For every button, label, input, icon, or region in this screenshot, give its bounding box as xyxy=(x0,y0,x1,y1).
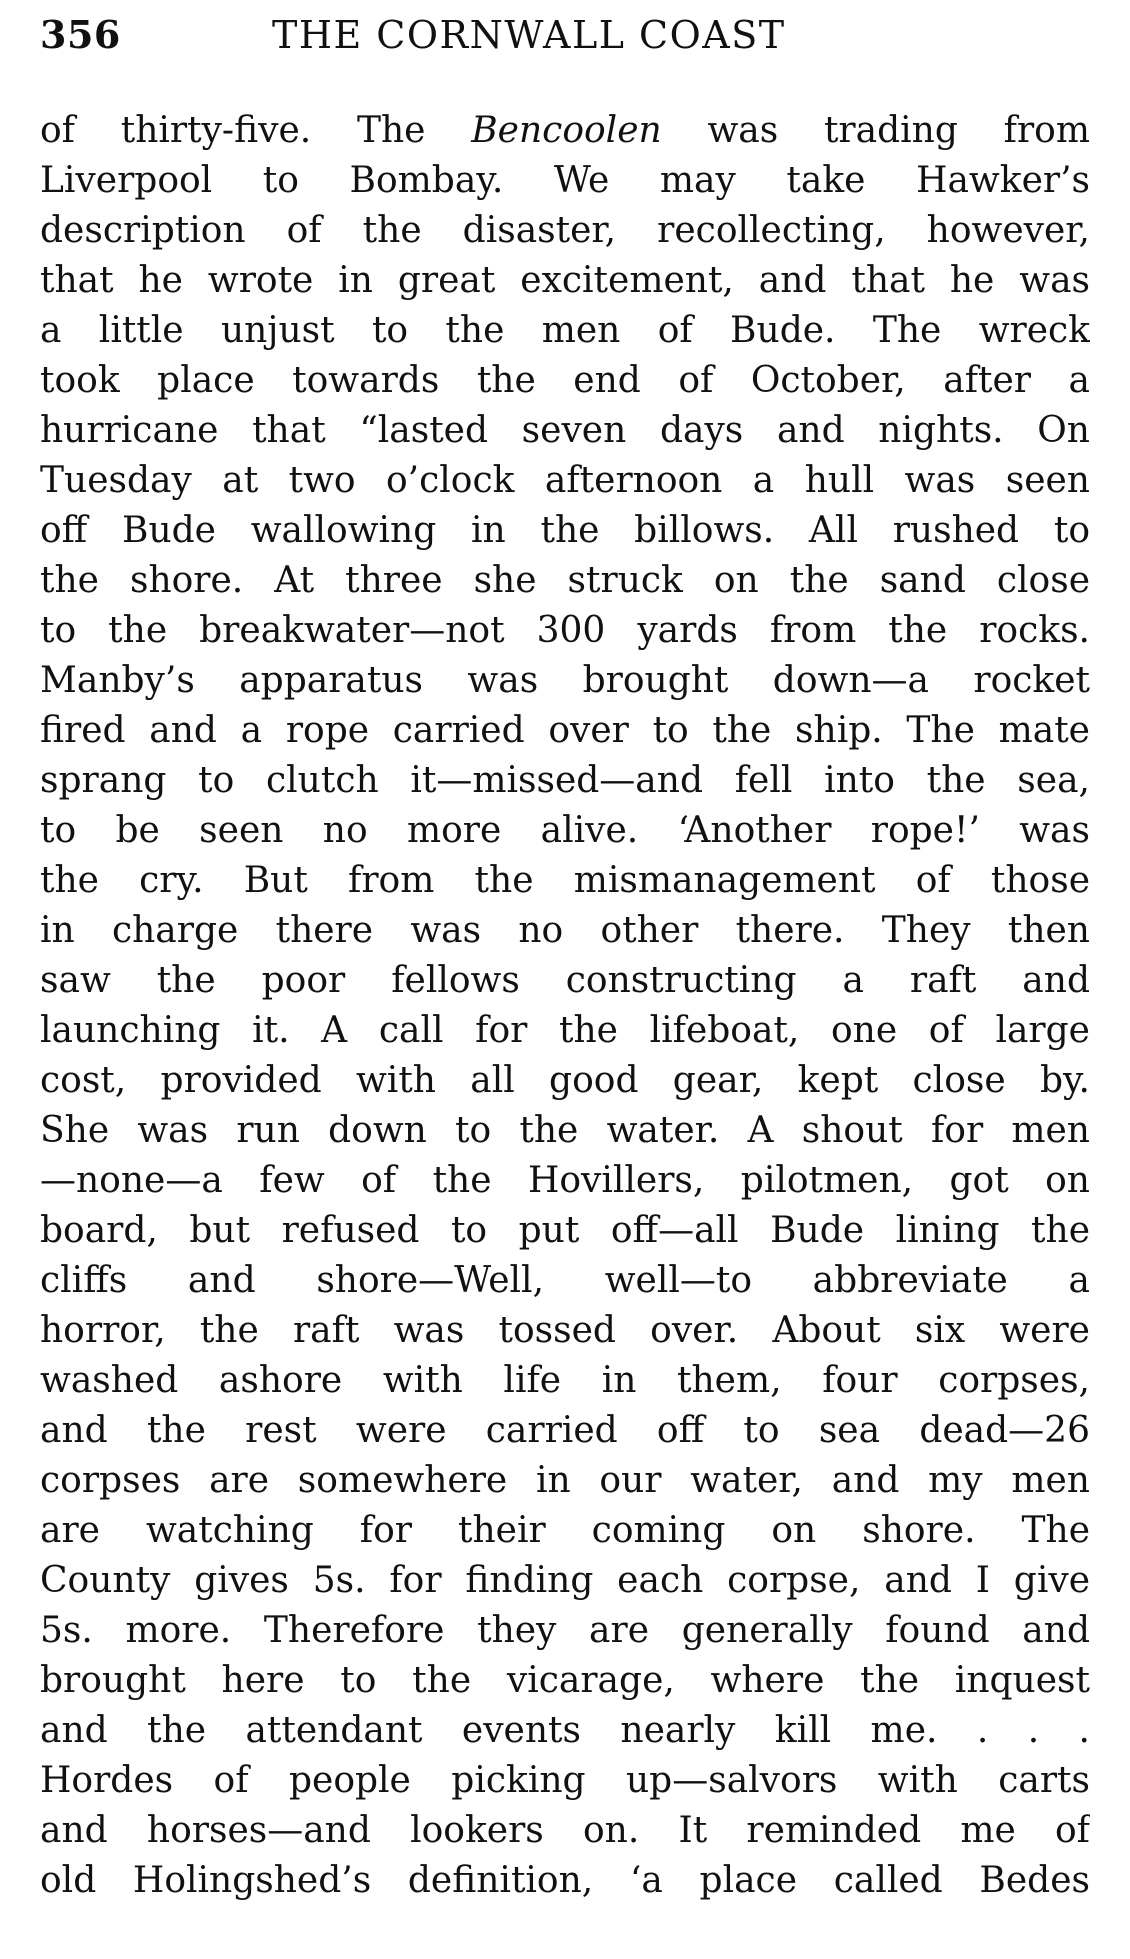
body-text xyxy=(40,106,1090,1906)
text-line: saw the poor fellows constructing a raft and xyxy=(40,960,1090,1001)
text-line: and the rest were carried off to sea dead—26 xyxy=(40,1410,1090,1451)
text-line: 5s. more. Therefore they are generally found and xyxy=(40,1610,1090,1651)
page-header xyxy=(40,10,1090,60)
text-line: Liverpool to Bombay. We may take Hawker’s xyxy=(40,160,1090,201)
text-line: off Bude wallowing in the billows. All rushed to xyxy=(40,510,1090,551)
text-line: horror, the raft was tossed over. About six were xyxy=(40,1310,1090,1351)
text-line: Hordes of people picking up—salvors with carts xyxy=(40,1760,1090,1801)
text-line: took place towards the end of October, after a xyxy=(40,360,1090,401)
text-line: board, but refused to put off—all Bude lining the xyxy=(40,1210,1090,1251)
text-line: the cry. But from the mismanagement of those xyxy=(40,860,1090,901)
text-line: old Holingshed’s definition, ‘a place called Bedes xyxy=(40,1860,1090,1901)
text-line: brought here to the vicarage, where the inquest xyxy=(40,1660,1090,1701)
text-line: the shore. At three she struck on the sand close xyxy=(40,560,1090,601)
text-line: corpses are somewhere in our water, and my men xyxy=(40,1460,1090,1501)
text-line: and horses—and lookers on. It reminded me of xyxy=(40,1810,1090,1851)
text-line: to the breakwater—not 300 yards from the rocks. xyxy=(40,610,1090,651)
text-line: County gives 5s. for finding each corpse, and I give xyxy=(40,1560,1090,1601)
text-line: Tuesday at two o’clock afternoon a hull was seen xyxy=(40,460,1090,501)
text-line: to be seen no more alive. ‘Another rope!’ was xyxy=(40,810,1090,851)
text-line: hurricane that “lasted seven days and nights. On xyxy=(40,410,1090,451)
text-line xyxy=(40,106,1090,156)
text-segment: was trading from xyxy=(661,110,1090,151)
text-line: description of the disaster, recollecting, however, xyxy=(40,210,1090,251)
text-line: in charge there was no other there. They then xyxy=(40,910,1090,951)
text-line: Manby’s apparatus was brought down—a rocket xyxy=(40,660,1090,701)
text-line: fired and a rope carried over to the ship. The mate xyxy=(40,710,1090,751)
text-line: and the attendant events nearly kill me. . . . xyxy=(40,1710,1090,1751)
text-line: She was run down to the water. A shout for men xyxy=(40,1110,1090,1151)
text-line: —none—a few of the Hovillers, pilotmen, got on xyxy=(40,1160,1090,1201)
text-line: are watching for their coming on shore. The xyxy=(40,1510,1090,1551)
text-line: a little unjust to the men of Bude. The wreck xyxy=(40,310,1090,351)
ship-name-italic: Bencoolen xyxy=(471,110,662,151)
text-line: sprang to clutch it—missed—and fell into the sea, xyxy=(40,760,1090,801)
page-number: 356 xyxy=(40,12,121,57)
text-line: cost, provided with all good gear, kept close by. xyxy=(40,1060,1090,1101)
text-line: cliffs and shore—Well, well—to abbreviate a xyxy=(40,1260,1090,1301)
text-segment: of thirty-five. The xyxy=(40,110,472,151)
running-title: THE CORNWALL COAST xyxy=(272,13,786,57)
text-line: washed ashore with life in them, four corpses, xyxy=(40,1360,1090,1401)
text-line: launching it. A call for the lifeboat, one of large xyxy=(40,1010,1090,1051)
text-line: that he wrote in great excitement, and that he was xyxy=(40,260,1090,301)
